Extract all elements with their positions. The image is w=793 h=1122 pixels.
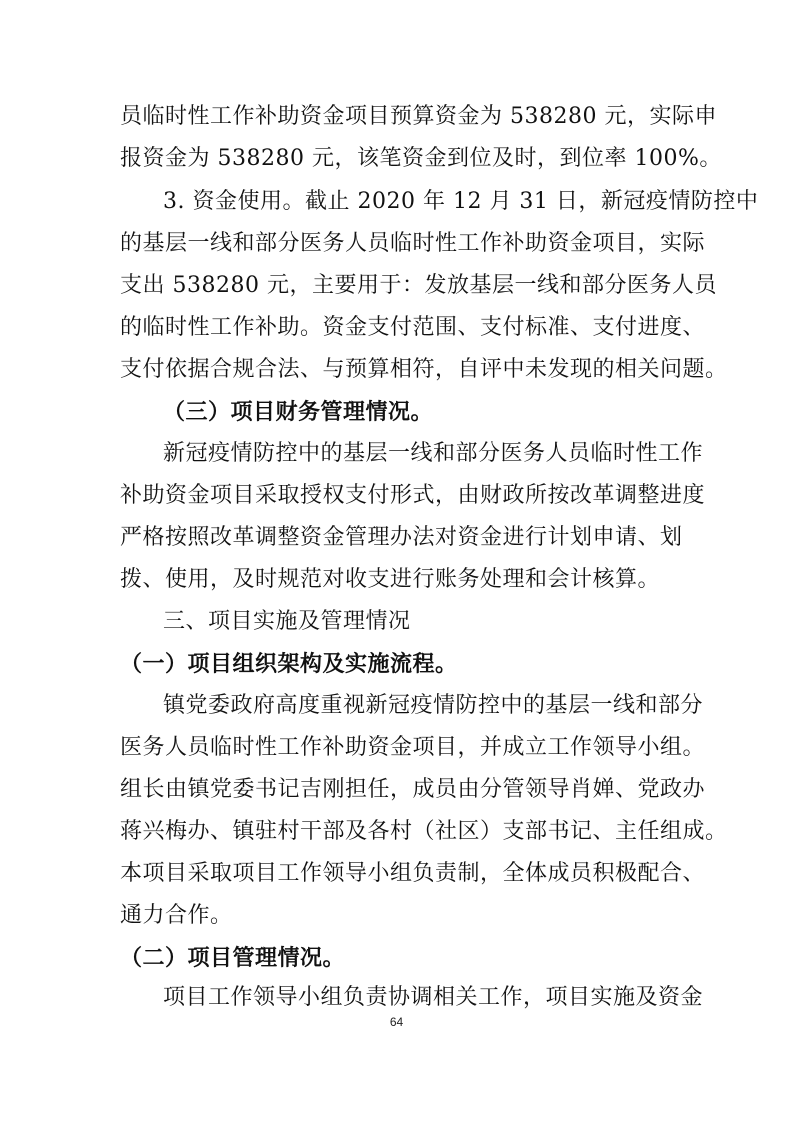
paragraph-line: 3. 资金使用。截止 2020 年 12 月 31 日，新冠疫情防控中 <box>163 189 759 214</box>
paragraph-line: 新冠疫情防控中的基层一线和部分医务人员临时性工作 <box>163 441 704 466</box>
paragraph-line: 补助资金项目采取授权支付形式，由财政所按改革调整进度 <box>120 483 706 508</box>
paragraph-line: 医务人员临时性工作补助资金项目，并成立工作领导小组。 <box>120 735 706 760</box>
page-number: 64 <box>389 1015 404 1029</box>
paragraph-line: 员临时性工作补助资金项目预算资金为 538280 元，实际申 <box>120 104 717 129</box>
paragraph-line: 组长由镇党委书记吉刚担任，成员由分管领导肖婵、党政办 <box>120 777 706 802</box>
section-heading: 三、项目实施及管理情况 <box>163 609 411 634</box>
paragraph-line: 通力合作。 <box>120 903 233 928</box>
paragraph-line: 项目工作领导小组负责协调相关工作，项目实施及资金 <box>163 985 704 1010</box>
section-heading: （三）项目财务管理情况。 <box>163 399 434 425</box>
paragraph-line: 支出 538280 元，主要用于：发放基层一线和部分医务人员 <box>120 273 717 298</box>
paragraph-line: 报资金为 538280 元，该笔资金到位及时，到位率 100%。 <box>120 146 722 171</box>
section-heading: （二）项目管理情况。 <box>120 945 346 971</box>
paragraph-line: 本项目采取项目工作领导小组负责制，全体成员积极配合、 <box>120 861 706 886</box>
paragraph-line: 严格按照改革调整资金管理办法对资金进行计划申请、划 <box>120 525 683 550</box>
paragraph-line: 拨、使用，及时规范对收支进行账务处理和会计核算。 <box>120 567 661 592</box>
paragraph-line: 支付依据合规合法、与预算相符，自评中未发现的相关问题。 <box>120 357 728 382</box>
paragraph-line: 的基层一线和部分医务人员临时性工作补助资金项目，实际 <box>120 231 706 256</box>
paragraph-line: 镇党委政府高度重视新冠疫情防控中的基层一线和部分 <box>163 693 704 718</box>
paragraph-line: 蒋兴梅办、镇驻村干部及各村（社区）支部书记、主任组成。 <box>120 819 728 844</box>
section-heading: （一）项目组织架构及实施流程。 <box>120 651 458 677</box>
paragraph-line: 的临时性工作补助。资金支付范围、支付标准、支付进度、 <box>120 315 706 340</box>
